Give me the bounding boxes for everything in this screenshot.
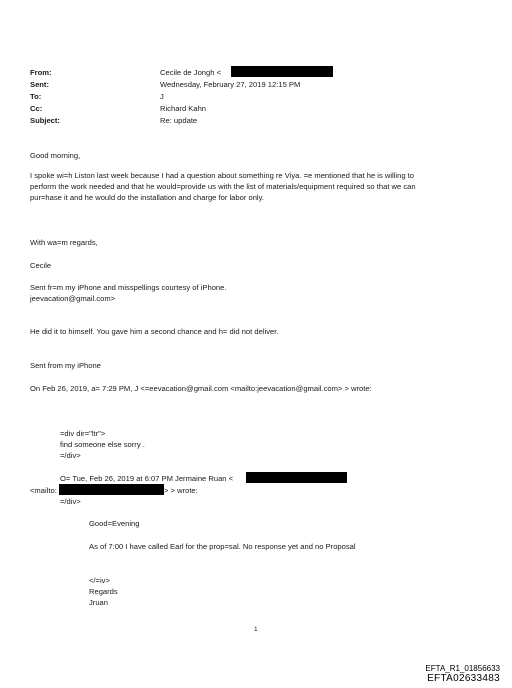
from-value: Cecile de Jongh < <box>160 68 222 77</box>
cc-value: Richard Kahn <box>160 104 207 113</box>
sent-from-line: Sent from my iPhone <box>30 361 101 370</box>
cc-label: Cc: <box>30 104 43 113</box>
quote-greeting: Good=Evening <box>89 519 140 528</box>
redaction-mailto <box>59 484 164 495</box>
sent-from-line: Sent fr=m my iPhone and misspellings courtesy of iPhone. <box>30 283 227 292</box>
bates-number-1: EFTA_R1_01856633 <box>425 664 500 673</box>
paragraph-line: perform the work needed and that he would=provide us with the list of materials/equipment required so that we can <box>30 182 416 191</box>
signature: Cecile <box>30 261 52 270</box>
from-label: From: <box>30 68 52 77</box>
to-label: To: <box>30 92 42 101</box>
reply-text: He did it to himself. You gave him a second chance and h= did not deliver. <box>30 327 279 336</box>
subject-value: Re: update <box>160 116 198 125</box>
paragraph-line: I spoke wi=h Liston last week because I had a question about something re Viya. =e mentioned that he is willing to <box>30 171 415 180</box>
quote-text: find someone else sorry . <box>60 440 145 449</box>
quote-div-open: =div dir="ltr"> <box>60 429 106 438</box>
on-date-line: On Feb 26, 2019, a= 7:29 PM, J <=eevacation@gmail.com <mailto:jeevacation@gmail.com> > wrote: <box>30 384 372 393</box>
quote-div-close: </=iv> <box>89 576 110 585</box>
sent-value: Wednesday, February 27, 2019 12:15 PM <box>160 80 301 89</box>
redaction-jruan-email <box>246 472 347 483</box>
bates-number-2: EFTA02633483 <box>427 673 500 684</box>
paragraph-line: pur=hase it and he would do the installation and charge for labor only. <box>30 193 264 202</box>
sent-label: Sent: <box>30 80 49 89</box>
closing: With wa=m regards, <box>30 238 98 247</box>
wrote-text: > > wrote: <box>164 486 198 495</box>
quote-div-close: =/div> <box>60 497 81 506</box>
page-number: 1 <box>254 626 258 633</box>
subject-label: Subject: <box>30 116 60 125</box>
to-value: J <box>160 92 164 101</box>
quote-text: As of 7:00 I have called Earl for the prop=sal. No response yet and no Proposal <box>89 542 356 551</box>
redaction-from-email <box>231 66 333 77</box>
quote-div-close: =/div> <box>60 451 81 460</box>
quote-name: Jruan <box>89 598 108 607</box>
email-line: jeevacation@gmail.com> <box>30 294 116 303</box>
quote-header: O= Tue, Feb 26, 2019 at 6:07 PM Jermaine Ruan < <box>60 474 234 483</box>
quote-regards: Regards <box>89 587 118 596</box>
mailto-text: <mailto: <box>30 486 57 495</box>
greeting: Good morning, <box>30 151 81 160</box>
